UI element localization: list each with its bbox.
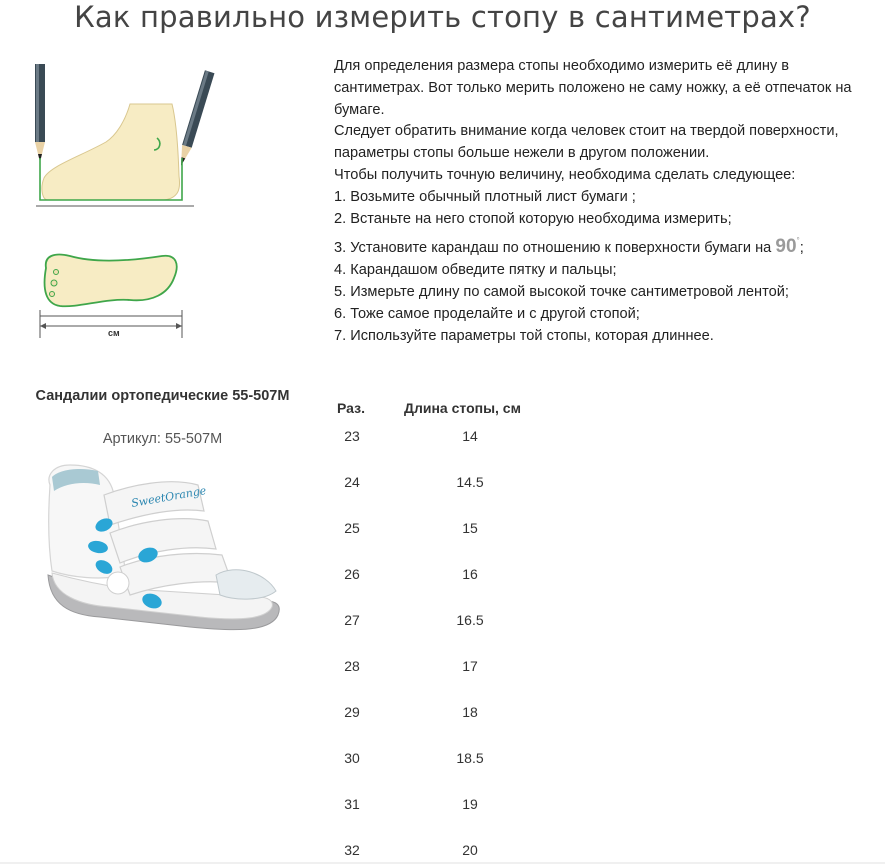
size-cell: 29 [344,704,360,720]
table-row [330,520,560,540]
page-title: Как правильно измерить стопу в сантиметрах? [74,0,811,34]
length-cell: 17 [462,658,478,674]
length-cell: 14.5 [456,474,484,490]
instruction-line: Для определения размера стопы необходимо измерить её длину в [334,58,790,74]
instruction-line: параметры стопы больше нежели в другом положении. [334,145,710,162]
length-cell: 20 [462,842,478,858]
size-cell: 32 [344,842,360,858]
degree-sign: ° [796,236,800,246]
table-row [330,566,560,586]
length-cell: 19 [462,796,478,812]
brand-text: SweetOrange [130,483,208,510]
measurement-instructions [334,56,874,347]
table-row [330,704,560,724]
size-cell: 25 [344,520,360,536]
instruction-step: 5. Измерьте длину по самой высокой точке сантиметровой лентой; [334,283,789,300]
product-name: Сандалии ортопедические 55-507M [35,388,290,404]
length-cell: 15 [462,520,478,536]
side-foot-icon [36,104,194,206]
length-cell: 16.5 [456,612,484,628]
product-sku: Артикул: 55-507M [102,431,223,447]
angle-value [775,236,799,257]
table-row [330,842,560,862]
step-3-text: 3. Установите карандаш по отношению к поверхности бумаги на [334,240,772,257]
instruction-step: 2. Встаньте на него стопой которую необходима измерить; [334,210,732,227]
instruction-step [334,230,874,260]
size-cell: 30 [344,750,360,766]
footprint-icon [40,255,182,339]
column-header-length: Длина стопы, см [404,400,521,416]
length-cell: 16 [462,566,478,582]
size-cell: 27 [344,612,360,628]
left-pencil-icon [35,64,45,162]
size-cell: 31 [344,796,360,812]
table-row [330,658,560,678]
instruction-step: 4. Карандашом обведите пятку и пальцы; [334,262,617,279]
length-cell: 18 [462,704,478,720]
instruction-line: Чтобы получить точную величину, необходима сделать следующее: [334,166,796,183]
angle-number: 90 [775,236,797,258]
product-image[interactable] [40,455,285,650]
size-cell: 26 [344,566,360,582]
length-cell: 14 [462,428,478,444]
instruction-step: 7. Используйте параметры той стопы, которая длиннее. [334,327,714,344]
size-cell: 24 [344,474,360,490]
column-header-size: Раз. [337,400,365,416]
right-pencil-icon [176,70,214,167]
size-cell: 23 [344,428,360,444]
table-row [330,750,560,770]
foot-measurement-illustration [26,58,226,348]
instruction-line: Следует обратить внимание когда человек стоит на твердой поверхности, [334,123,839,140]
table-row [330,474,560,494]
table-row [330,612,560,632]
instruction-step: 6. Тоже самое проделайте и с другой стопой; [334,305,640,322]
measurement-label: см [108,328,120,338]
instruction-step: 1. Возьмите обычный плотный лист бумаги ; [334,188,636,205]
instruction-line: сантиметрах. Вот только мерить положено не саму ножку, а её отпечаток на [334,79,852,96]
step-3-end: ; [799,240,804,257]
table-row [330,796,560,816]
size-cell: 28 [344,658,360,674]
instruction-line: бумаге. [334,101,385,118]
table-row [330,428,560,448]
length-cell: 18.5 [456,750,484,766]
